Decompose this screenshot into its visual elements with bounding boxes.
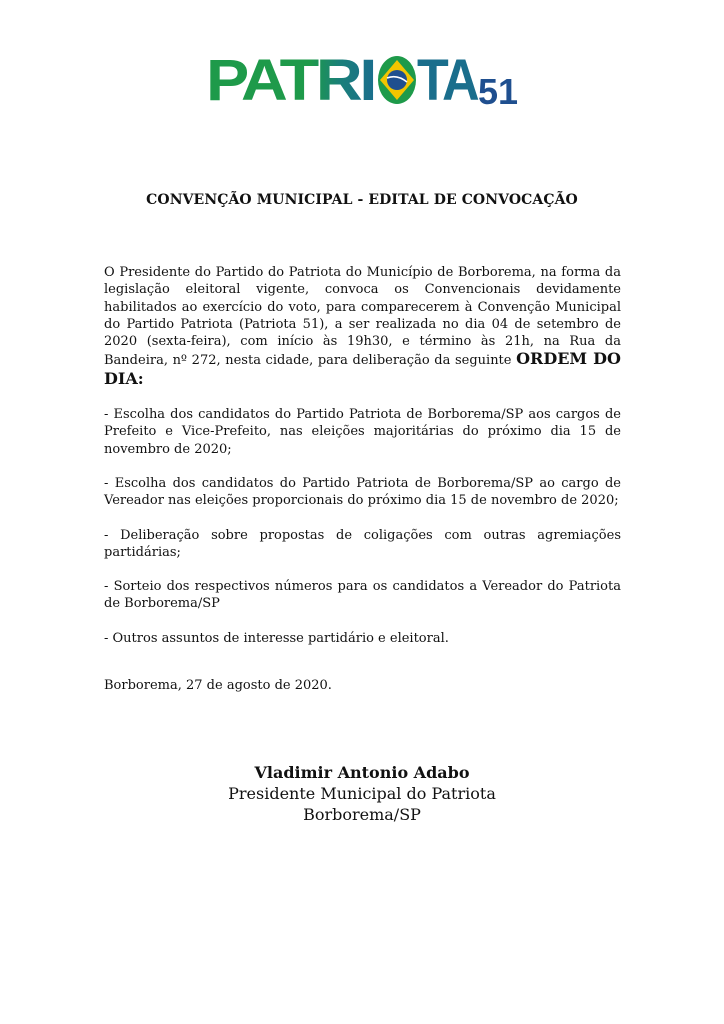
document-date: Borborema, 27 de agosto de 2020.	[104, 678, 332, 693]
intro-paragraph	[104, 264, 621, 389]
agenda-item: - Deliberação sobre propostas de coligações com outras agremiações partidárias;	[104, 527, 621, 560]
signature-block	[0, 762, 724, 825]
signatory-name: Vladimir Antonio Adabo	[254, 763, 470, 782]
logo-text-part2: TA	[417, 52, 479, 108]
agenda-item: - Escolha dos candidatos do Partido Patriota de Borborema/SP aos cargos de Prefeito e Vice-Prefeito, nas eleições majoritárias do próximo dia 15 de novembro de 2020;	[104, 407, 621, 457]
signatory-role: Presidente Municipal do Patriota	[228, 784, 496, 803]
agenda-item: - Sorteio dos respectivos números para os candidatos a Vereador do Patriota de Borborema/SP	[104, 579, 621, 612]
patriota-logo	[206, 52, 518, 108]
logo-number: 51	[478, 71, 518, 108]
document-title: CONVENÇÃO MUNICIPAL - EDITAL DE CONVOCAÇÃO	[146, 192, 578, 208]
brazil-flag-icon	[378, 56, 416, 104]
agenda-item: - Outros assuntos de interesse partidário e eleitoral.	[104, 630, 449, 646]
logo-text-part1: PATRI	[206, 52, 374, 108]
agenda-item: - Escolha dos candidatos do Partido Patriota de Borborema/SP ao cargo de Vereador nas eleições proporcionais do próximo dia 15 de novembro de 2020;	[104, 475, 621, 509]
document-body	[104, 264, 621, 647]
ordem-do-dia-label: ORDEM DO DIA:	[104, 349, 621, 388]
signatory-place: Borborema/SP	[303, 805, 421, 824]
intro-text: O Presidente do Partido do Patriota do Município de Borborema, na forma da legislação eleitoral vigente, convoca os Convencionais devidamente habilitados ao exercício do voto, para comparecerem à Convenção Municipal do Partido Patriota (Patriota 51), a ser realizada no dia 04 de setembro de 2020 (sexta-feira), com início às 19h30, e término às 21h, na Rua da Bandeira, nº 272, nesta cidade, para deliberação da seguinte	[104, 265, 621, 369]
patriota-logo-graphic	[206, 52, 518, 108]
